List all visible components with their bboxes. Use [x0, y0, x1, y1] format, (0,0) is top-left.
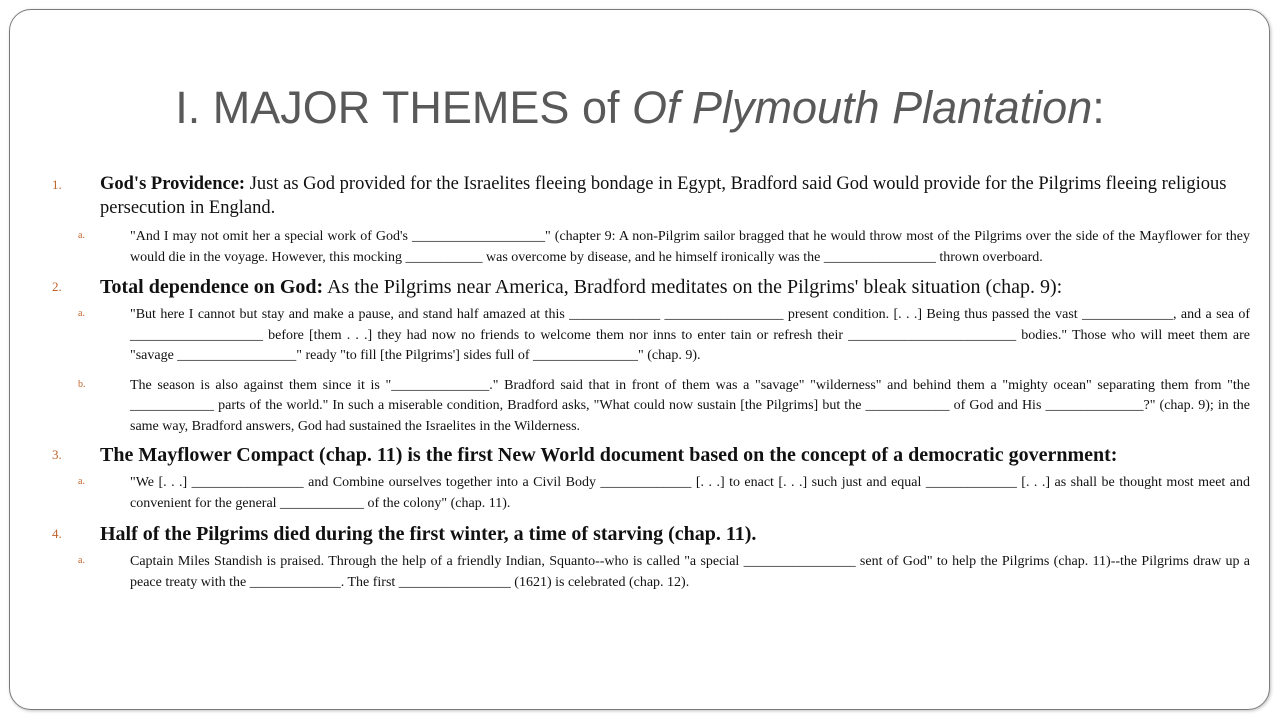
item-heading: The Mayflower Compact (chap. 11) is the first New World document based on the concept of a democratic government: — [100, 444, 1118, 466]
theme-item — [52, 172, 1250, 220]
item-number: 3. — [52, 447, 62, 462]
sub-item — [78, 376, 1250, 438]
sub-text: Captain Miles Standish is praised. Through the help of a friendly Indian, Squanto--who is called "a special ________________ sent of God" to help the Pilgrims (chap. 11)--the Pilgrims draw up a peace treaty with the _____________. The first ________________ (1621) is celebrated (chap. 12). — [130, 554, 1250, 590]
item-heading: Half of the Pilgrims died during the first winter, a time of starving (chap. 11). — [100, 523, 757, 545]
sub-letter: a. — [78, 230, 85, 241]
sub-item — [78, 305, 1250, 367]
item-heading: God's Providence: — [100, 174, 246, 194]
sub-text: "But here I cannot but stay and make a pause, and stand half amazed at this _____________ _________________ present condition. [. . .] Being thus passed the vast _____________, and a sea of ___________________ before [them . . .] they had now no friends to welcome them nor inns to enter tain or refresh their ________________________ bodies." Those who will meet them are "savage _________________" ready "to fill [the Pilgrims'] sides full of _______________" (chap. 9). — [130, 307, 1250, 363]
sub-letter: a. — [78, 308, 85, 319]
item-body: Just as God provided for the Israelites fleeing bondage in Egypt, Bradford said God would provide for the Pilgrims fleeing religious persecution in England. — [100, 174, 1227, 218]
sub-item — [78, 552, 1250, 593]
sub-letter: b. — [78, 378, 86, 390]
theme-item — [52, 521, 1250, 547]
item-text — [100, 274, 1250, 300]
item-text — [100, 521, 1250, 547]
theme-item — [52, 274, 1250, 300]
sub-item — [78, 227, 1250, 268]
title-prefix: I. MAJOR THEMES of — [175, 82, 632, 133]
item-number: 1. — [52, 177, 62, 192]
title-suffix: : — [1092, 82, 1105, 133]
item-number: 4. — [52, 526, 62, 541]
item-body: As the Pilgrims near America, Bradford meditates on the Pilgrims' bleak situation (chap. 9): — [323, 276, 1063, 298]
slide-title — [0, 80, 1280, 136]
sub-letter: a. — [78, 555, 85, 566]
title-italic: Of Plymouth Plantation — [631, 82, 1093, 133]
sub-item — [78, 473, 1250, 514]
sub-letter: a. — [78, 476, 85, 487]
sub-text: "And I may not omit her a special work of God's ___________________" (chapter 9: A non-Pilgrim sailor bragged that he would throw most of the Pilgrims over the side of the Mayflower for they would die in the voyage. However, this mocking ___________ was overcome by disease, and he himself ironically was the ________________ thrown overboard. — [130, 229, 1250, 265]
sub-text: "We [. . .] ________________ and Combine ourselves together into a Civil Body _____________ [. . .] to enact [. . .] such just and equal _____________ [. . .] as shall be thought most meet and convenient for the general ____________ of the colony" (chap. 11). — [130, 475, 1250, 511]
sub-text: The season is also against them since it is "______________." Bradford said that in front of them was a "savage" "wilderness" and behind them a "mighty ocean" separating them from "the ____________ parts of the world." In such a miserable condition, Bradford asks, "What could now sustain [the Pilgrims] but the ____________ of God and His ______________?" (chap. 9); in the same way, Bradford answers, God had sustained the Israelites in the Wilderness. — [130, 377, 1250, 434]
item-text — [100, 172, 1250, 220]
item-heading: Total dependence on God: — [100, 276, 324, 298]
item-number: 2. — [52, 279, 62, 294]
item-text — [100, 442, 1250, 468]
theme-item — [52, 442, 1250, 468]
theme-list — [52, 172, 1250, 593]
